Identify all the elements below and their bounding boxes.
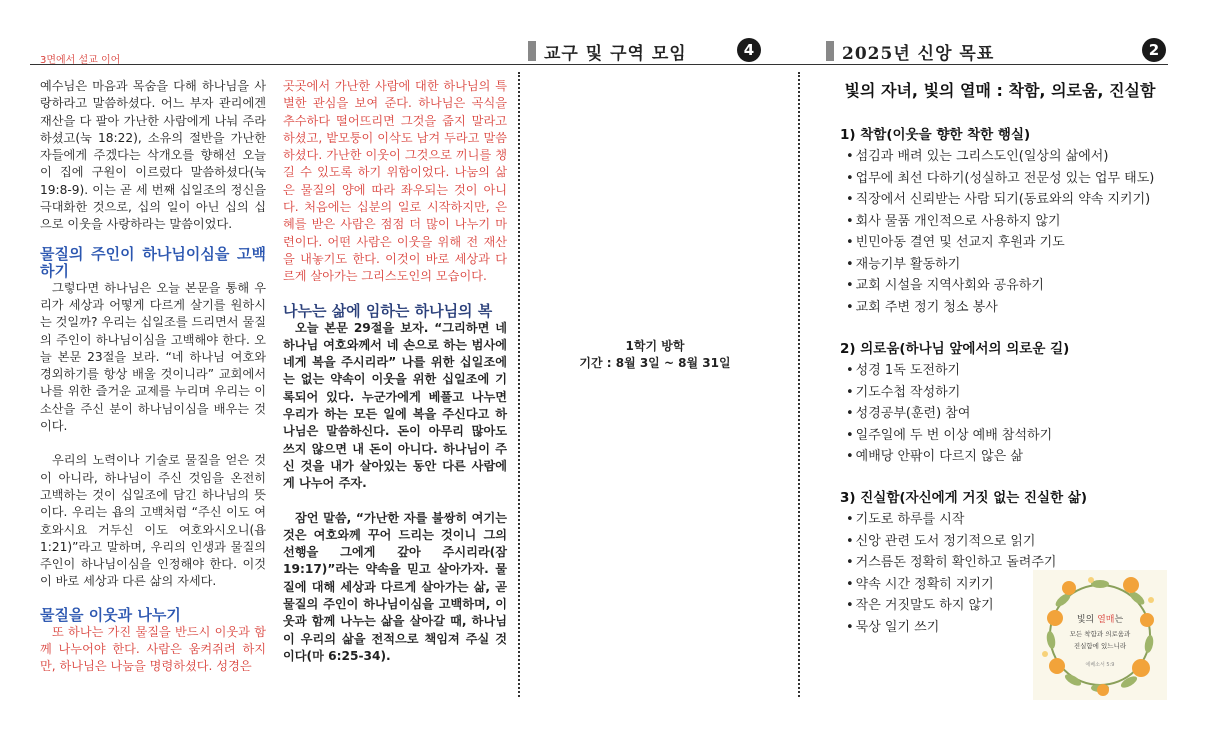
vacation-note xyxy=(520,338,790,372)
sermon-column-2 xyxy=(283,78,507,665)
goal-item: • 기도로 하루를 시작 xyxy=(840,509,1160,531)
goal-item: • 빈민아동 결연 및 선교지 후원과 기도 xyxy=(840,232,1160,254)
goal-item: • 거스름돈 정확히 확인하고 돌려주기 xyxy=(840,552,1160,574)
goal-section-goodness xyxy=(840,123,1160,318)
paragraph-proverbs: 잠언 말씀, “가난한 자를 불쌍히 여기는 것은 여호와께 꾸어 드리는 것이니 그의 선행을 그에게 갚아 주시리라(잠 19:17)”라는 약속을 믿고 살아가자. 물질에 대해 세상과 다르게 살아가는 삶, 곧 물질의 주인이 하나님이심을 고백하며, 이웃과 함께 나누는 삶을 살아갈 때, 하나님이 우리의 삶을 전적으로 책임져 주실 것이다(마 6:25-34). xyxy=(283,510,507,663)
goal-item: • 신앙 관련 도서 정기적으로 읽기 xyxy=(840,531,1160,553)
wreath-line2: 모든 착함과 의로움과 xyxy=(1069,630,1131,638)
goal-item: • 교회 주변 정기 청소 봉사 xyxy=(840,297,1160,319)
goal-heading: 3) 진실함(자신에게 거짓 없는 진실한 삶) xyxy=(840,490,1088,506)
paragraph-material-owner: 그렇다면 하나님은 오늘 본문을 통해 우리가 세상과 어떻게 다르게 살기를 원하시는 것일까? 우리는 십일조를 드리면서 물질의 주인이 하나님이심을 고백해야 한다. 오늘 본문 23절을 보라. “네 하나님 여호와 경외하기를 항상 배울 것이니라” 교회에서 나를 위한 즐거운 교제를 누리며 우리는 이 소산을 주신 분이 하나님이심을 배우는 것이다. xyxy=(40,280,266,434)
orange-wreath-icon xyxy=(1033,570,1167,700)
goal-item: • 섬김과 배려 있는 그리스도인(일상의 삶에서) xyxy=(840,146,1160,168)
goal-heading: 1) 착함(이웃을 향한 착한 행실) xyxy=(840,127,1031,143)
right-page-header xyxy=(826,38,994,64)
sermon-column-1 xyxy=(40,78,266,676)
wreath-illustration xyxy=(1033,570,1167,700)
continuation-note: 3면에서 설교 이어 xyxy=(40,55,121,66)
wreath-line1: 빛의 열매는 xyxy=(1076,615,1124,625)
paragraph-blessing: 오늘 본문 29절을 보자. “그리하면 네 하나님 여호와께서 네 손으로 하는 범사에 네게 복을 주시리라” 나를 위한 십일조에는 없는 약속이 이웃을 위한 십일조에 기록되어 있다. 누군가에게 베풀고 나누면 우리가 하는 모든 일에 복을 주신다고 하나님은 말씀하신다. 돈이 아무리 많아도 쓰지 않으면 내 돈이 아니다. 하나님이 주신 것을 내가 살아있는 동안 다른 사람에게 나누어 주자. xyxy=(283,320,507,491)
right-page-number: 2 xyxy=(1142,38,1166,62)
dotted-separator-right xyxy=(798,72,800,697)
intro-paragraph: 예수님은 마음과 목숨을 다해 하나님을 사랑하라고 말씀하셨다. 어느 부자 관리에겐 재산을 다 팔아 가난한 사람에게 나눠 주라 하셨고(눅 18:22), 소유의 절반을 가난한 자들에게 주겠다는 삭개오를 향해선 오늘이 집에 구원이 이르렀다 말씀하셨다(눅 19:8-9). 이는 곧 세 번째 십일조의 정신을 극대화한 것으로, 십의 일이 아닌 십의 십으로 이웃을 사랑하라는 말씀이었다. xyxy=(40,79,266,232)
paragraph-share: 또 하나는 가진 물질을 반드시 이웃과 함께 나누어야 한다. 사람은 움켜쥐려 하지만, 하나님은 나눔을 명령하셨다. 성경은 xyxy=(40,624,266,674)
paragraph-care-for-poor: 곳곳에서 가난한 사람에 대한 하나님의 특별한 관심을 보여 준다. 하나님은 곡식을 추수하다 떨어뜨리면 그것을 줍지 말라고 하셨고, 밭모퉁이 이삭도 남겨 두라고 말씀하셨다. 가난한 이웃이 그것으로 끼니를 챙길 수 있도록 하기 위함이었다. 나눔의 삶은 물질의 양에 따라 좌우되는 것이 아니다. 처음에는 십분의 일로 시작하지만, 은혜를 받은 사람은 점점 더 많이 나누기 마련이다. 어떤 사람은 이웃을 위해 전 재산을 내놓기도 한다. 이것이 바로 세상과 다르게 살아가는 그리스도인의 모습이다. xyxy=(283,79,507,284)
right-page-title: 2025년 신앙 목표 xyxy=(842,43,995,64)
goal-item: • 예배당 안팎이 다르지 않은 삶 xyxy=(840,446,1160,468)
left-page-number: 4 xyxy=(737,38,761,62)
dotted-separator-left xyxy=(518,72,520,697)
vacation-title: 1학기 방학 xyxy=(625,339,685,353)
left-page-title: 교구 및 구역 모임 xyxy=(544,43,687,64)
wreath-reference: 에베소서 5:9 xyxy=(1085,662,1115,668)
goal-item: • 성경공부(훈련) 참여 xyxy=(840,403,1160,425)
heading-share-neighbors: 물질을 이웃과 나누기 xyxy=(40,605,181,624)
goal-item: • 기도수첩 작성하기 xyxy=(840,382,1160,404)
wreath-line3: 진실함에 있느니라 xyxy=(1073,642,1127,650)
goal-item: • 일주일에 두 번 이상 예배 참석하기 xyxy=(840,425,1160,447)
goal-item: • 약속 시간 정확히 지키기 xyxy=(840,574,1160,596)
goal-item: • 작은 거짓말도 하지 않기 xyxy=(840,595,1160,617)
goal-item: • 교회 시설을 지역사회와 공유하기 xyxy=(840,275,1160,297)
goal-item: • 업무에 최선 다하기(성실하고 전문성 있는 업무 태도) xyxy=(840,168,1160,190)
goal-heading: 2) 의로움(하나님 앞에서의 의로운 길) xyxy=(840,341,1070,357)
goal-item: • 회사 물품 개인적으로 사용하지 않기 xyxy=(840,211,1160,233)
left-page-header xyxy=(528,38,687,64)
heading-material-owner: 물질의 주인이 하나님이심을 고백하기 xyxy=(40,244,266,280)
header-rule xyxy=(30,64,1168,65)
goal-item: • 묵상 일기 쓰기 xyxy=(840,617,1160,639)
header-bar xyxy=(528,41,536,61)
goal-item: • 성경 1독 도전하기 xyxy=(840,360,1160,382)
goal-item: • 재능기부 활동하기 xyxy=(840,254,1160,276)
heading-blessing: 나누는 삶에 임하는 하나님의 복 xyxy=(283,301,493,320)
vacation-period: 기간 : 8월 3일 ~ 8월 31일 xyxy=(579,356,731,370)
goal-item: • 직장에서 신뢰받는 사람 되기(동료와의 약속 지키기) xyxy=(840,189,1160,211)
goal-section-righteousness xyxy=(840,337,1160,468)
paragraph-confession: 우리의 노력이나 기술로 물질을 얻은 것이 아니라, 하나님이 주신 것임을 온전히 고백하는 것이 십일조에 담긴 하나님의 뜻이다. 우리는 욥의 고백처럼 “주신 이도 여호와시요 거두신 이도 여호와시오니(욥 1:21)”라고 말하며, 우리의 인생과 물질의 주인이 하나님이심을 인정해야 한다. 이것이 바로 세상과 다른 삶의 자세다. xyxy=(40,453,266,589)
goals-title: 빛의 자녀, 빛의 열매 : 착함, 의로움, 진실함 xyxy=(844,81,1156,100)
header-bar xyxy=(826,41,834,61)
